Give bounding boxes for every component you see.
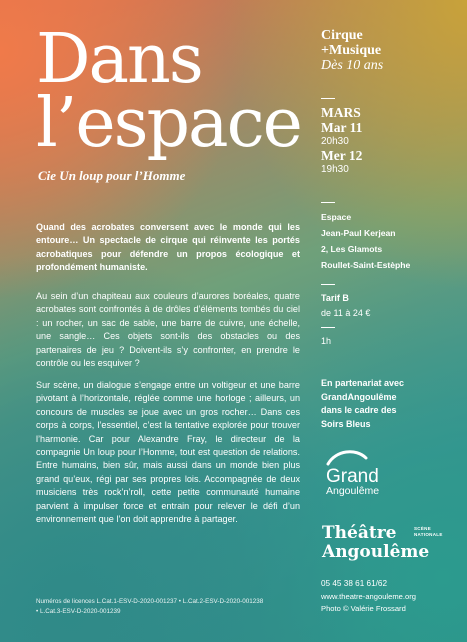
session-1-time: 20h30 — [321, 136, 349, 147]
theatre-angouleme-logo — [322, 523, 443, 562]
divider — [321, 202, 335, 203]
logo-swoosh — [328, 452, 366, 464]
dates-block — [321, 98, 451, 176]
venue-line-1: Espace — [321, 212, 352, 222]
duration-block — [321, 327, 451, 349]
grand-angouleme-logo — [322, 448, 394, 498]
price-block — [321, 284, 451, 321]
venue-line-4: Roullet-Saint-Estèphe — [321, 260, 411, 270]
month-label: MARS — [321, 105, 361, 120]
genre-line-2: +Musique — [321, 43, 382, 58]
partner-line-2: GrandAngoulême — [321, 391, 397, 402]
license-credits — [36, 597, 306, 616]
website-link[interactable]: www.theatre-angouleme.org — [321, 591, 416, 601]
price-range: de 11 à 24 € — [321, 308, 371, 318]
description-paragraph-1 — [36, 290, 300, 370]
phone-number: 05 45 38 61 61/62 — [321, 579, 388, 588]
scene-nationale-label — [414, 526, 443, 537]
credits-line-2: • L.Cat.3-ESV-D-2020-001239 — [36, 607, 121, 615]
logo-word-1: Grand — [326, 466, 379, 487]
title-line-1: Dans — [36, 20, 202, 99]
divider — [321, 284, 335, 285]
divider — [321, 327, 335, 328]
session-2-day: Mer 12 — [321, 148, 363, 163]
partner-line-1: En partenariat avec — [321, 378, 405, 388]
partner-line-4: Soirs Bleus — [321, 418, 371, 429]
divider — [321, 98, 335, 99]
age-label: Dès 10 ans — [321, 58, 384, 73]
paragraph-2-text: Sur scène, un dialogue s’engage entre un voltigeur et une barre pivotant à l’horizontale, réglée comme une horloge ; ailleurs, un concours de muscles se joue avec un gros rocher… Dans ces corps à corps, l’essentiel, c’est la tentative explorée pour trouver l’harmonie. Car pour Alexandre Fray, le directeur de la compagnie Un loup pour l’Homme, tout est question de relations. Entre humains, bien sûr, mais aussi dans un monde bien plus grand qu’eux, régi par ses propres lois. Accompagnée de deux musiciens très rock’n’roll, cette petite communauté humaine parvient à impulser force et entrain pour relever le défi d’un environnement que l’on doit apprendre à partager. — [36, 380, 300, 525]
genre-line-1: Cirque — [321, 28, 363, 43]
description-paragraph-2 — [36, 379, 300, 526]
scene-word: SCÈNE — [414, 526, 432, 531]
genre-block — [321, 28, 451, 73]
logo-word-2: Angoulême — [326, 485, 380, 497]
venue-block — [321, 202, 451, 273]
intro-paragraph — [36, 221, 300, 275]
theatre-logo-line-1: Théâtre — [322, 523, 397, 543]
partner-block — [321, 377, 451, 431]
credits-line-1: Numéros de licences L.Cat.1-ESV-D-2020-001237 • L.Cat.2-ESV-D-2020-001238 — [36, 598, 264, 605]
photo-credit: Photo © Valérie Frossard — [321, 604, 406, 613]
session-2-time: 19h30 — [321, 164, 349, 175]
price-label: Tarif B — [321, 293, 349, 303]
contact-block — [321, 578, 416, 616]
partner-line-3: dans le cadre des — [321, 405, 397, 415]
nationale-word: NATIONALE — [414, 531, 443, 537]
title-line-2: l’espace — [36, 84, 301, 163]
duration-value: 1h — [321, 336, 332, 346]
paragraph-1-text: Au sein d’un chapiteau aux couleurs d’aurores boréales, quatre acrobates sont confrontés à de drôles d’éléments tombés du ciel : un rocher, un sac de sable, une barre de cuivre, une échelle, une sangle… Ces objets sont-ils des obstacles ou des partenaires de jeu ? Doivent-ils s’y confronter, en prendre le contrôle ou les esquiver ? — [36, 291, 300, 369]
intro-text: Quand des acrobates conversent avec le monde qui les entoure… Un spectacle de cirque qui réinvente les portés acrobatiques pour défendre un propos écologique et profondément humaniste. — [36, 222, 300, 273]
session-1-day: Mar 11 — [321, 120, 363, 135]
show-title — [36, 20, 301, 163]
venue-line-2: Jean-Paul Kerjean — [321, 228, 396, 238]
venue-line-3: 2, Les Glamots — [321, 244, 383, 254]
theatre-logo-line-2: Angoulême — [322, 542, 430, 562]
company-name: Cie Un loup pour l’Homme — [38, 168, 186, 183]
